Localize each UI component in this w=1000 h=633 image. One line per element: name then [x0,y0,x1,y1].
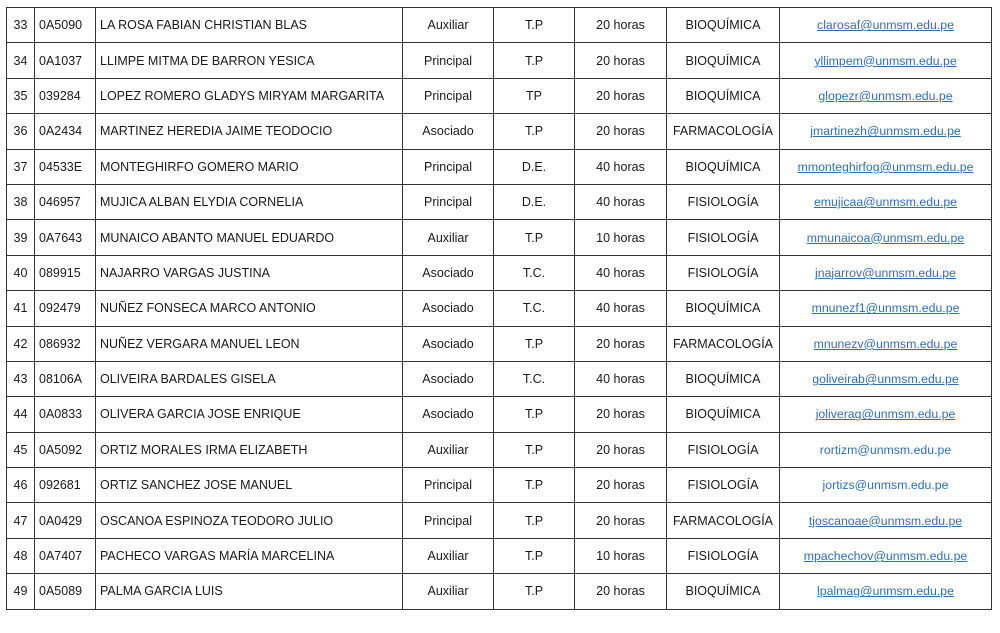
email-link[interactable]: yllimpem@unmsm.edu.pe [814,53,957,68]
row-number-cell: 38 [7,184,35,219]
table-row [7,78,992,113]
email-cell [780,361,992,396]
department-cell: FISIOLOGÍA [667,468,780,503]
staff-name-cell: NUÑEZ VERGARA MANUEL LEON [96,326,403,361]
email-link[interactable]: mmonteghirfog@unmsm.edu.pe [797,159,974,174]
table-row [7,326,992,361]
dedication-cell: T.P [494,503,575,538]
hours-cell: 20 horas [575,574,667,609]
table-row [7,184,992,219]
table-row [7,255,992,290]
staff-name-cell: MARTINEZ HEREDIA JAIME TEODOCIO [96,114,403,149]
email-cell [780,184,992,219]
staff-code-cell: 092681 [35,468,96,503]
category-cell: Auxiliar [403,220,494,255]
row-number-cell: 41 [7,291,35,326]
email-link[interactable]: mnunezv@unmsm.edu.pe [813,336,958,351]
hours-cell: 20 horas [575,468,667,503]
hours-cell: 40 horas [575,291,667,326]
department-cell: BIOQUÍMICA [667,291,780,326]
category-cell: Principal [403,149,494,184]
staff-code-cell: 08106A [35,361,96,396]
hours-cell: 20 horas [575,8,667,43]
hours-cell: 20 horas [575,78,667,113]
table-row [7,432,992,467]
department-cell: BIOQUÍMICA [667,361,780,396]
row-number-cell: 33 [7,8,35,43]
dedication-cell: T.C. [494,361,575,396]
email-link[interactable]: joliverag@unmsm.edu.pe [815,407,956,422]
department-cell: FISIOLOGÍA [667,220,780,255]
email-cell [780,538,992,573]
table-row [7,8,992,43]
email-cell [780,432,992,467]
department-cell: BIOQUÍMICA [667,78,780,113]
email-link[interactable]: jmartinezh@unmsm.edu.pe [810,124,961,139]
table-row [7,468,992,503]
hours-cell: 40 horas [575,184,667,219]
category-cell: Asociado [403,397,494,432]
staff-code-cell: 0A0833 [35,397,96,432]
hours-cell: 10 horas [575,220,667,255]
dedication-cell: T.P [494,574,575,609]
staff-name-cell: PACHECO VARGAS MARÍA MARCELINA [96,538,403,573]
staff-code-cell: 0A5092 [35,432,96,467]
department-cell: FARMACOLOGÍA [667,114,780,149]
row-number-cell: 35 [7,78,35,113]
faculty-table [6,7,992,610]
dedication-cell: D.E. [494,149,575,184]
hours-cell: 10 horas [575,538,667,573]
email-text: jortizs@unmsm.edu.pe [822,478,949,493]
staff-name-cell: OLIVERA GARCIA JOSE ENRIQUE [96,397,403,432]
row-number-cell: 43 [7,361,35,396]
hours-cell: 20 horas [575,326,667,361]
dedication-cell: D.E. [494,184,575,219]
email-cell [780,574,992,609]
hours-cell: 20 horas [575,114,667,149]
hours-cell: 40 horas [575,361,667,396]
staff-name-cell: LOPEZ ROMERO GLADYS MIRYAM MARGARITA [96,78,403,113]
staff-name-cell: NUÑEZ FONSECA MARCO ANTONIO [96,291,403,326]
row-number-cell: 46 [7,468,35,503]
table-row [7,397,992,432]
department-cell: BIOQUÍMICA [667,149,780,184]
dedication-cell: T.P [494,432,575,467]
row-number-cell: 49 [7,574,35,609]
table-row [7,43,992,78]
staff-name-cell: LLIMPE MITMA DE BARRON YESICA [96,43,403,78]
row-number-cell: 47 [7,503,35,538]
category-cell: Asociado [403,255,494,290]
department-cell: FISIOLOGÍA [667,184,780,219]
email-cell [780,149,992,184]
department-cell: FISIOLOGÍA [667,255,780,290]
email-cell [780,114,992,149]
email-cell [780,255,992,290]
staff-name-cell: OSCANOA ESPINOZA TEODORO JULIO [96,503,403,538]
dedication-cell: TP [494,78,575,113]
row-number-cell: 39 [7,220,35,255]
email-link[interactable]: mnunezf1@unmsm.edu.pe [811,301,960,316]
dedication-cell: T.C. [494,291,575,326]
staff-code-cell: 0A1037 [35,43,96,78]
staff-name-cell: MONTEGHIRFO GOMERO MARIO [96,149,403,184]
row-number-cell: 37 [7,149,35,184]
document-page [6,7,991,627]
staff-code-cell: 0A7407 [35,538,96,573]
staff-code-cell: 0A7643 [35,220,96,255]
email-cell [780,8,992,43]
email-cell [780,468,992,503]
dedication-cell: T.P [494,468,575,503]
dedication-cell: T.P [494,8,575,43]
category-cell: Principal [403,468,494,503]
category-cell: Asociado [403,291,494,326]
row-number-cell: 48 [7,538,35,573]
email-link[interactable]: clarosaf@unmsm.edu.pe [817,18,954,33]
dedication-cell: T.P [494,326,575,361]
staff-code-cell: 04533E [35,149,96,184]
email-link[interactable]: emujicaa@unmsm.edu.pe [813,195,958,210]
staff-code-cell: 092479 [35,291,96,326]
table-row [7,361,992,396]
table-row [7,220,992,255]
department-cell: BIOQUÍMICA [667,43,780,78]
staff-name-cell: ORTIZ SANCHEZ JOSE MANUEL [96,468,403,503]
table-row [7,574,992,609]
table-row [7,538,992,573]
email-link[interactable]: goliveirab@unmsm.edu.pe [812,372,959,387]
row-number-cell: 42 [7,326,35,361]
department-cell: FISIOLOGÍA [667,538,780,573]
email-text: rortizm@unmsm.edu.pe [819,442,952,457]
staff-name-cell: MUNAICO ABANTO MANUEL EDUARDO [96,220,403,255]
email-cell [780,397,992,432]
email-cell [780,503,992,538]
category-cell: Principal [403,503,494,538]
staff-code-cell: 0A5090 [35,8,96,43]
dedication-cell: T.P [494,220,575,255]
table-row [7,114,992,149]
department-cell: BIOQUÍMICA [667,397,780,432]
table-row [7,149,992,184]
category-cell: Asociado [403,326,494,361]
row-number-cell: 36 [7,114,35,149]
row-number-cell: 44 [7,397,35,432]
email-link[interactable]: jnajarrov@unmsm.edu.pe [815,265,956,280]
category-cell: Auxiliar [403,538,494,573]
dedication-cell: T.P [494,114,575,149]
dedication-cell: T.P [494,538,575,573]
category-cell: Principal [403,43,494,78]
dedication-cell: T.P [494,43,575,78]
staff-code-cell: 089915 [35,255,96,290]
staff-code-cell: 046957 [35,184,96,219]
email-cell [780,78,992,113]
hours-cell: 20 horas [575,432,667,467]
category-cell: Asociado [403,114,494,149]
hours-cell: 20 horas [575,397,667,432]
email-link[interactable]: glopezr@unmsm.edu.pe [818,88,953,103]
hours-cell: 40 horas [575,255,667,290]
staff-code-cell: 086932 [35,326,96,361]
table-row [7,503,992,538]
department-cell: FARMACOLOGÍA [667,326,780,361]
category-cell: Asociado [403,361,494,396]
email-cell [780,326,992,361]
row-number-cell: 34 [7,43,35,78]
table-row [7,291,992,326]
staff-name-cell: PALMA GARCIA LUIS [96,574,403,609]
department-cell: FISIOLOGÍA [667,432,780,467]
email-link[interactable]: lpalmag@unmsm.edu.pe [817,584,954,599]
category-cell: Principal [403,184,494,219]
hours-cell: 20 horas [575,43,667,78]
staff-name-cell: ORTIZ MORALES IRMA ELIZABETH [96,432,403,467]
category-cell: Auxiliar [403,432,494,467]
staff-name-cell: MUJICA ALBAN ELYDIA CORNELIA [96,184,403,219]
staff-code-cell: 039284 [35,78,96,113]
category-cell: Principal [403,78,494,113]
category-cell: Auxiliar [403,574,494,609]
email-link[interactable]: mmunaicoa@unmsm.edu.pe [806,230,965,245]
email-link[interactable]: tjoscanoae@unmsm.edu.pe [808,513,963,528]
row-number-cell: 45 [7,432,35,467]
staff-name-cell: OLIVEIRA BARDALES GISELA [96,361,403,396]
staff-code-cell: 0A0429 [35,503,96,538]
hours-cell: 40 horas [575,149,667,184]
staff-name-cell: NAJARRO VARGAS JUSTINA [96,255,403,290]
dedication-cell: T.C. [494,255,575,290]
category-cell: Auxiliar [403,8,494,43]
hours-cell: 20 horas [575,503,667,538]
row-number-cell: 40 [7,255,35,290]
staff-code-cell: 0A5089 [35,574,96,609]
dedication-cell: T.P [494,397,575,432]
email-cell [780,291,992,326]
table-body [7,8,992,610]
staff-code-cell: 0A2434 [35,114,96,149]
staff-name-cell: LA ROSA FABIAN CHRISTIAN BLAS [96,8,403,43]
email-link[interactable]: mpachechov@unmsm.edu.pe [803,549,968,564]
email-cell [780,43,992,78]
department-cell: BIOQUÍMICA [667,574,780,609]
department-cell: FARMACOLOGÍA [667,503,780,538]
department-cell: BIOQUÍMICA [667,8,780,43]
email-cell [780,220,992,255]
